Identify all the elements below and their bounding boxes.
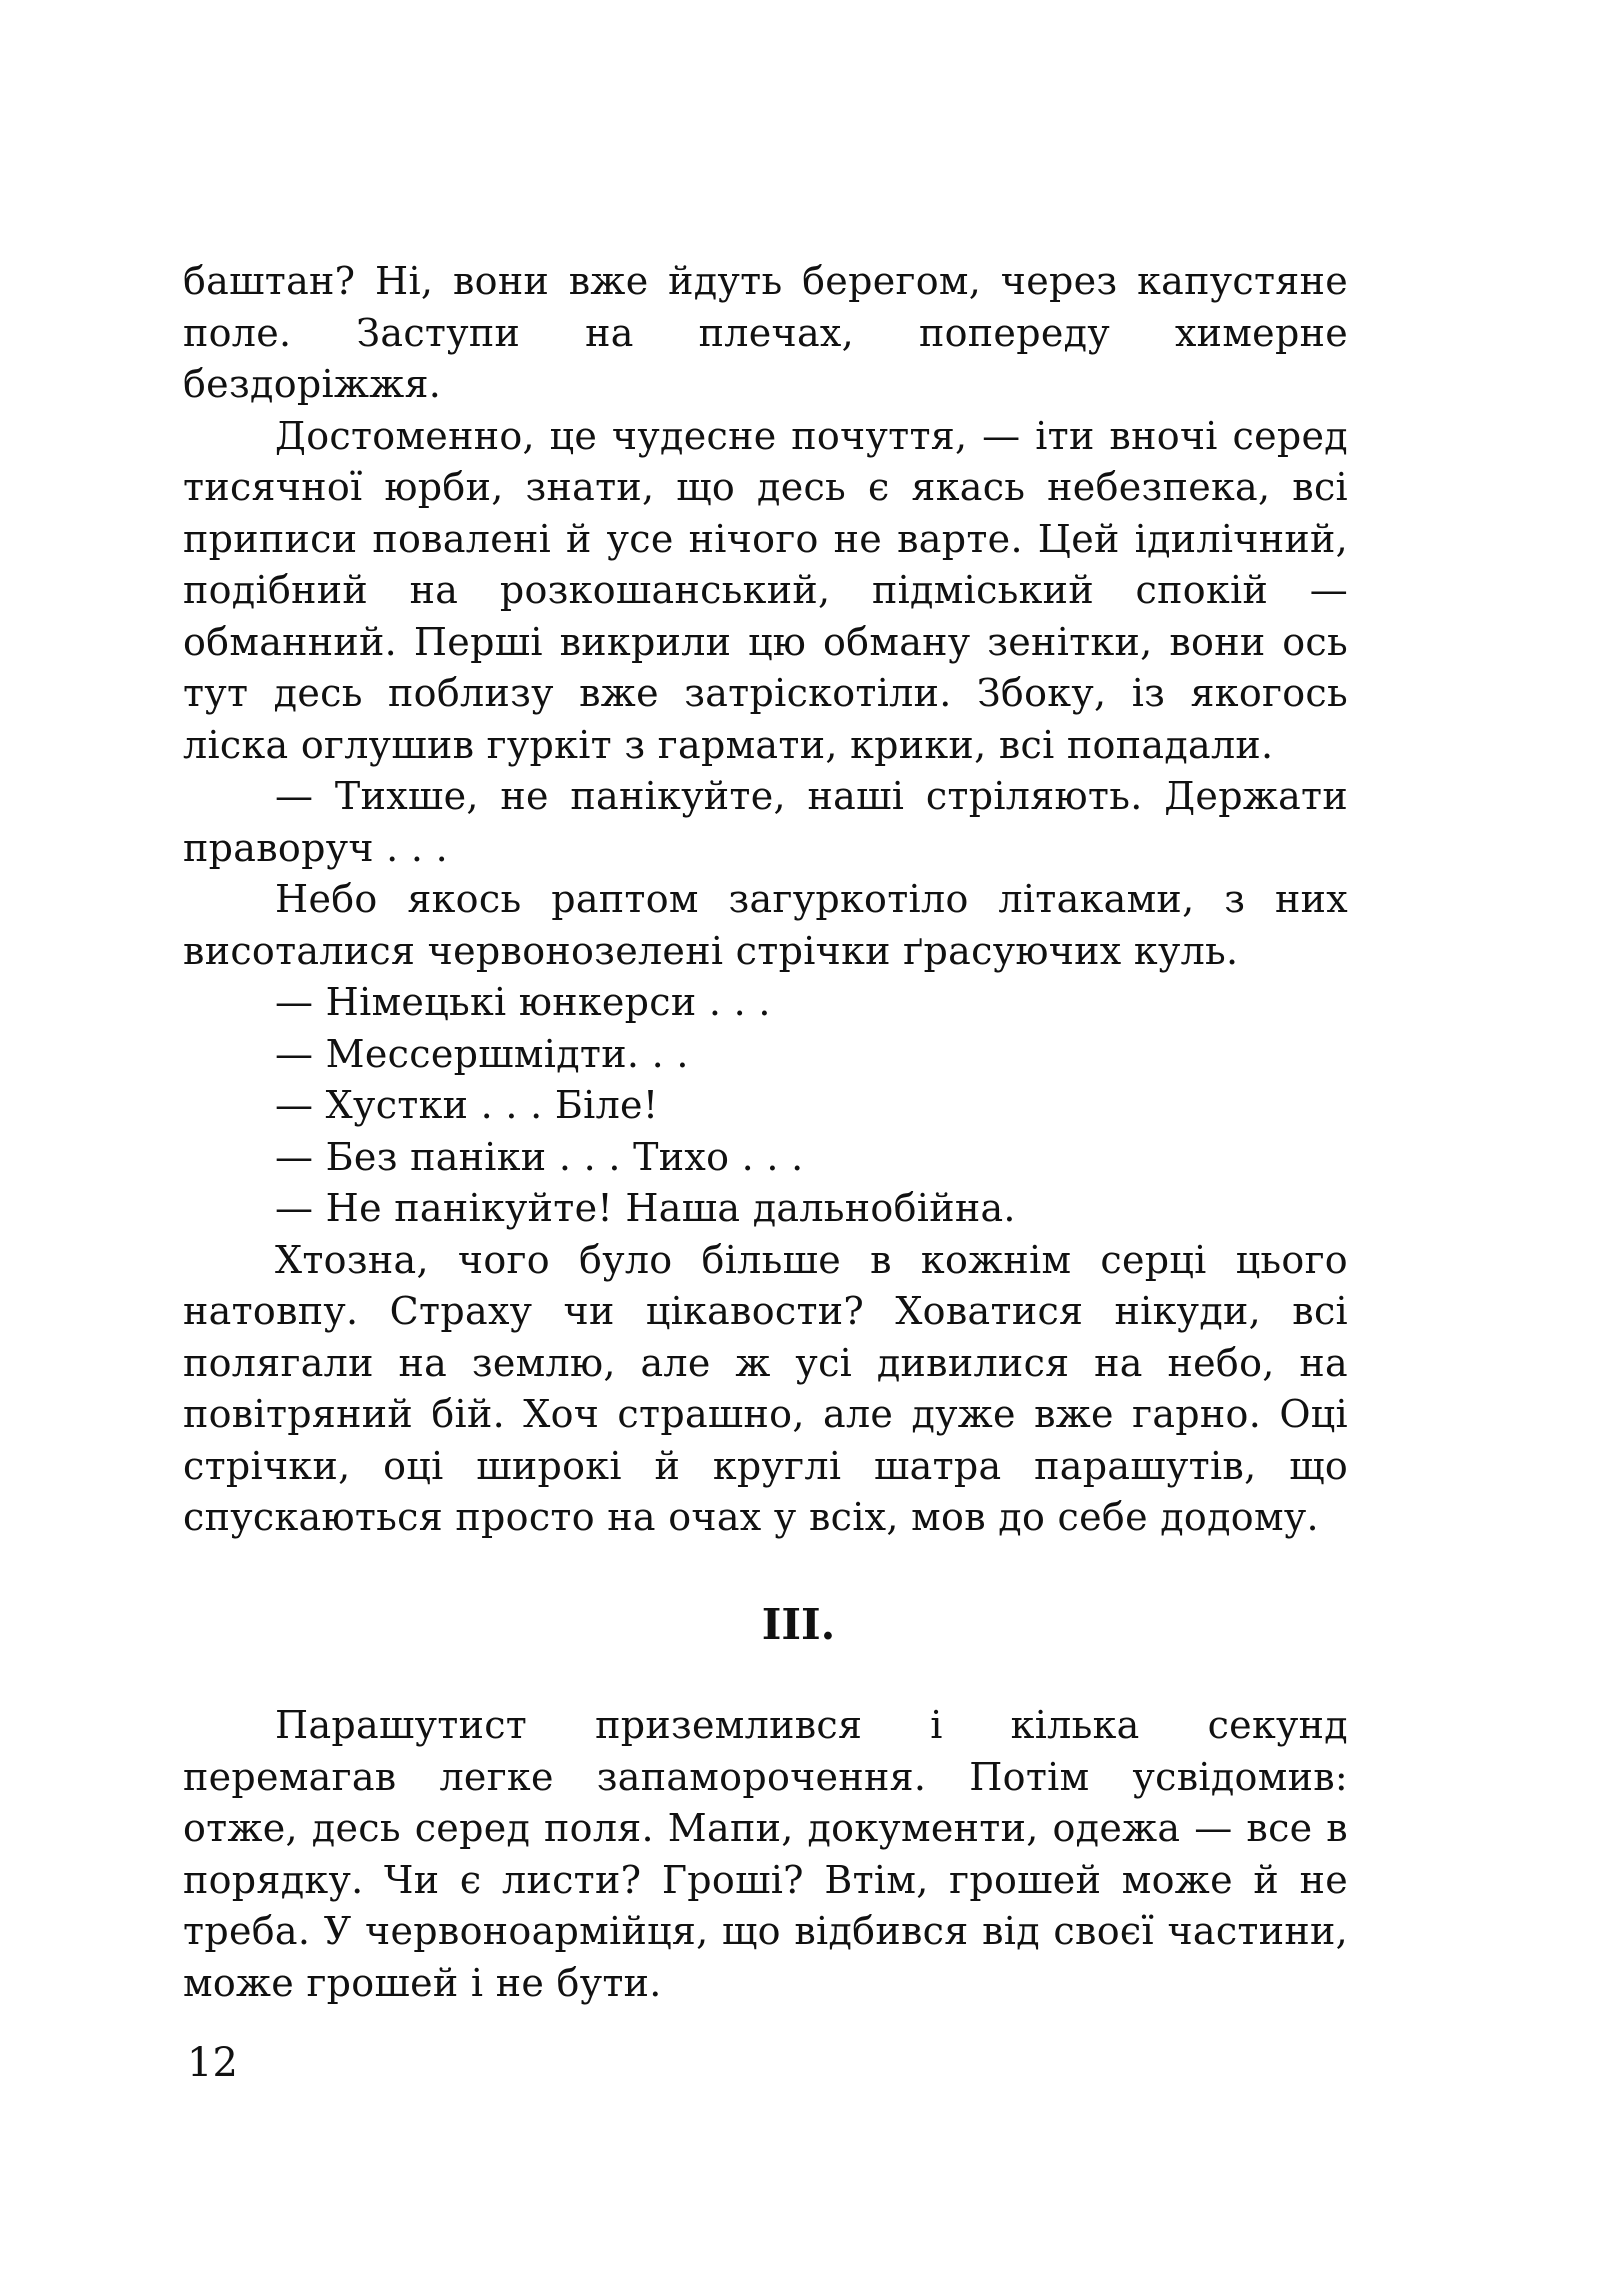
dialogue-line: — Не панікуйте! Наша дальнобійна. — [275, 1186, 1016, 1230]
section-heading: III. — [761, 1600, 836, 1649]
paragraph: Парашутист приземлився і кілька секунд перемагав легке запаморочення. Потім усвідомив: отже, десь серед поля. Мапи, документи, одежа — все в порядку. Чи є листи? Гроші? Втім, грошей може й не треба. У червоноармійця, що відбився від своєї частини, може грошей і не бути. — [183, 1703, 1348, 2005]
paragraph: Небо якось раптом загуркотіло літаками, з них висоталися червонозелені стрічки ґрасуючих куль. — [183, 877, 1348, 973]
dialogue-line: — Мессершмідти. . . — [275, 1031, 689, 1076]
paragraph: Хтозна, чого було більше в кожнім серці цього натовпу. Страху чи цікавости? Ховатися нікуди, всі полягали на землю, але ж усі дивилися на небо, на повітряний бій. Хоч страшно, але дуже вже гарно. Оці стрічки, оці широкі й круглі шатра парашутів, що спускаються просто на очах у всіх, мов до себе додому. — [183, 1237, 1348, 1539]
paragraph-dialogue: — Тихше, не панікуйте, наші стріляють. Держати праворуч . . . — [183, 774, 1348, 870]
dialogue-line: — Німецькі юнкерси . . . — [275, 980, 771, 1024]
paragraph-continuation: баштан? Ні, вони вже йдуть берегом, через капустяне поле. Заступи на плечах, попереду химерне бездоріжжя. — [183, 259, 1348, 406]
text-block-bottom — [183, 1700, 1348, 2009]
text-block-top — [183, 256, 1348, 1544]
paragraph: Достоменно, це чудесне почуття, — іти вночі серед тисячної юрби, знати, що десь є якась небезпека, всі приписи повалені й усе нічого не варте. Цей ідилічний, подібний на розкошанський, підміський спокій — обманний. Перші викрили цю обману зенітки, вони ось тут десь поблизу вже затріскотіли. Збоку, із якогось ліска оглушив гуркіт з гармати, крики, всі попадали. — [183, 413, 1348, 767]
dialogue-line: — Хустки . . . Біле! — [275, 1083, 659, 1127]
page-number: 12 — [187, 2040, 238, 2086]
dialogue-line: — Без паніки . . . Тихо . . . — [275, 1134, 804, 1179]
